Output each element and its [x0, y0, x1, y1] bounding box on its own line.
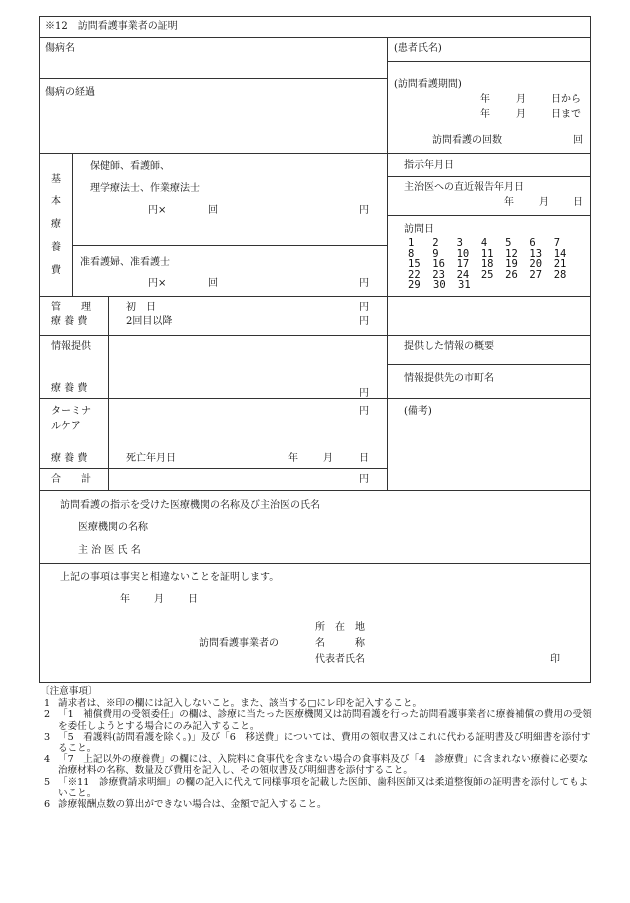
visit-day: 27 — [529, 268, 543, 281]
visit-day: 28 — [553, 268, 567, 281]
visit-day: 17 — [456, 258, 470, 270]
rule — [387, 176, 590, 177]
visit-period-label: (訪問看護期間) — [394, 79, 462, 90]
management-first-day: 初 日 — [126, 302, 156, 313]
cert-year: 年 — [120, 594, 130, 605]
death-day: 日 — [359, 453, 369, 464]
visit-days-row — [408, 280, 578, 291]
visit-count-label: 訪問看護の回数 — [432, 135, 502, 146]
visit-day: 15 — [408, 258, 421, 270]
note-number: 6 — [44, 799, 51, 811]
notes-header: 〔注意事項〕 — [40, 686, 98, 697]
info-label: 情報提供 — [51, 341, 91, 352]
visit-day: 3 — [456, 237, 463, 249]
doctor-name-label: 主 治 医 氏 名 — [78, 545, 141, 556]
assoc-nurse-label: 准看護婦、准看護士 — [80, 257, 170, 268]
total-label: 合 計 — [51, 474, 91, 485]
visit-day: 25 — [480, 268, 494, 281]
nurse-yen: 円 — [359, 205, 369, 216]
rule — [39, 296, 590, 297]
visit-days-row — [408, 238, 578, 249]
terminal-label: ターミナ — [51, 406, 91, 417]
terminal-label: 療 養 費 — [51, 453, 88, 464]
visit-day: 30 — [433, 279, 446, 291]
visit-day: 14 — [553, 247, 567, 260]
company-label: 名 称 — [315, 638, 365, 649]
note-item — [40, 709, 596, 731]
report-month: 月 — [539, 197, 549, 208]
rule — [108, 296, 109, 490]
visit-day: 18 — [480, 258, 494, 270]
visit-day: 11 — [480, 247, 494, 260]
visit-day: 5 — [505, 237, 512, 249]
nurse-times: 回 — [208, 205, 218, 216]
nurse-yen-times: 円× — [148, 205, 167, 216]
period-to-day: 日まで — [551, 109, 581, 120]
visit-day: 6 — [529, 237, 536, 249]
note-text: 「※11 診療費請求明細」の欄の記入に代えて同様事項を記載した医師、歯科医師又は柔道整復師の証明書を添付してもよいこと。 — [58, 776, 589, 799]
rule — [39, 37, 590, 38]
form-title: ※12 訪問看護事業者の証明 — [45, 21, 178, 32]
visit-days-label: 訪問日 — [404, 224, 434, 235]
rule — [387, 215, 590, 216]
visit-day: 8 — [408, 247, 415, 260]
visit-count-unit: 回 — [573, 135, 583, 146]
address-label: 所 在 地 — [315, 622, 365, 633]
patient-name-label: (患者氏名) — [394, 43, 442, 54]
period-from-day: 日から — [551, 94, 581, 105]
rule — [39, 78, 387, 79]
rule — [39, 335, 590, 336]
note-number: 5 — [44, 776, 51, 788]
notes-section — [40, 686, 596, 810]
assoc-times: 回 — [208, 278, 218, 289]
visit-day: 23 — [432, 268, 445, 281]
death-date-label: 死亡年月日 — [126, 453, 176, 464]
certification-statement: 上記の事項は事実と相違ないことを証明します。 — [60, 572, 280, 583]
info-summary-label: 提供した情報の概要 — [404, 341, 494, 352]
institution-header: 訪問看護の指示を受けた医療機関の名称及び主治医の氏名 — [60, 500, 320, 511]
note-text: 診療報酬点数の算出ができない場合は、金額で記入すること。 — [58, 799, 327, 811]
rule — [72, 153, 73, 296]
visit-day: 29 — [408, 279, 421, 291]
visit-day: 16 — [432, 258, 445, 270]
info-city-label: 情報提供先の市町名 — [404, 373, 494, 384]
seal-label: 印 — [550, 654, 560, 665]
operator-label: 訪問看護事業者の — [199, 638, 279, 649]
basic-side-label: 養 — [51, 242, 61, 253]
note-number: 1 — [44, 698, 51, 710]
period-from-year: 年 — [480, 94, 490, 105]
note-number: 3 — [44, 731, 51, 743]
rule — [387, 364, 590, 365]
assoc-yen: 円 — [359, 278, 369, 289]
rule — [39, 153, 590, 154]
note-number: 4 — [44, 754, 51, 766]
visit-day: 22 — [408, 268, 421, 281]
representative-label: 代表者氏名 — [315, 654, 365, 665]
visit-day: 26 — [505, 268, 518, 281]
basic-side-label: 療 — [51, 219, 61, 230]
disease-name-label: 傷病名 — [45, 43, 75, 54]
report-day: 日 — [573, 197, 583, 208]
period-to-year: 年 — [480, 109, 490, 120]
period-from-month: 月 — [516, 94, 526, 105]
nurse-line2: 理学療法士、作業療法士 — [90, 183, 200, 194]
note-text: 「1 補償費用の受領委任」の欄は、診療に当たった医療機関又は訪問看護を行った訪問看護事業者に療養補償の費用の受領を委任しようとする場合にのみ記入すること。 — [58, 709, 592, 732]
rule — [387, 37, 388, 490]
rule — [39, 490, 590, 491]
info-label: 療 養 費 — [51, 383, 88, 394]
visit-day: 2 — [432, 237, 439, 249]
visit-day: 20 — [529, 258, 543, 270]
visit-day: 9 — [432, 247, 439, 260]
terminal-label: ルケア — [51, 421, 81, 432]
management-after-second: 2回目以降 — [126, 316, 173, 327]
visit-day: 31 — [458, 279, 471, 291]
report-date-label: 主治医への直近報告年月日 — [404, 182, 524, 193]
visit-day: 21 — [553, 258, 567, 270]
institution-name-label: 医療機関の名称 — [78, 522, 148, 533]
visit-day: 19 — [505, 258, 518, 270]
note-number: 2 — [44, 709, 51, 721]
rule — [72, 245, 387, 246]
nurse-line1: 保健師、看護師、 — [90, 161, 170, 172]
visit-day: 10 — [456, 247, 470, 260]
note-item — [40, 732, 596, 754]
visit-day: 1 — [408, 237, 415, 249]
death-year: 年 — [288, 453, 298, 464]
note-text: 請求者は、※印の欄には記入しないこと。また、該当する□にレ印を記入すること。 — [58, 698, 423, 710]
management-yen: 円 — [359, 316, 369, 327]
visit-days-row — [408, 259, 578, 270]
notes-list — [40, 698, 596, 810]
visit-day: 7 — [553, 237, 561, 249]
management-label: 管 理 — [51, 302, 91, 313]
assoc-yen-times: 円× — [148, 278, 167, 289]
disease-course-label: 傷病の経過 — [45, 87, 95, 98]
rule — [39, 563, 590, 564]
note-item — [40, 799, 596, 810]
cert-day: 日 — [188, 594, 198, 605]
visit-day: 12 — [505, 247, 518, 260]
rule — [39, 468, 387, 469]
note-item — [40, 777, 596, 799]
management-label: 療 養 費 — [51, 316, 88, 327]
visit-day: 13 — [529, 247, 543, 260]
instruction-date-label: 指示年月日 — [404, 160, 454, 171]
note-text: 「5 看護料(訪問看護を除く。)」及び「6 移送費」については、費用の領収書又はこれに代わる証明書及び明細書を添付すること。 — [58, 731, 591, 755]
info-yen: 円 — [359, 388, 369, 399]
total-yen: 円 — [359, 474, 369, 485]
basic-side-label: 本 — [51, 196, 61, 207]
rule — [387, 61, 590, 62]
rule — [39, 398, 590, 399]
basic-side-label: 費 — [51, 265, 61, 276]
note-text: 「7 上記以外の療養費」の欄には、入院料に食事代を含まない場合の食事料及び「4 診療費」に含まれない療養に必要な治療材料の名称、数量及び費用を記入し、その領収書及び明細書を添付すること。 — [58, 754, 589, 777]
remarks-label: (備考) — [404, 406, 432, 417]
management-yen: 円 — [359, 302, 369, 313]
note-item — [40, 698, 596, 709]
visit-day: 24 — [456, 268, 470, 281]
visit-day: 4 — [480, 237, 488, 249]
report-year: 年 — [504, 197, 514, 208]
terminal-yen: 円 — [359, 406, 369, 417]
visit-days-grid — [408, 238, 578, 291]
period-to-month: 月 — [516, 109, 526, 120]
death-month: 月 — [323, 453, 333, 464]
basic-side-label: 基 — [51, 174, 61, 185]
note-item — [40, 754, 596, 776]
cert-month: 月 — [154, 594, 164, 605]
